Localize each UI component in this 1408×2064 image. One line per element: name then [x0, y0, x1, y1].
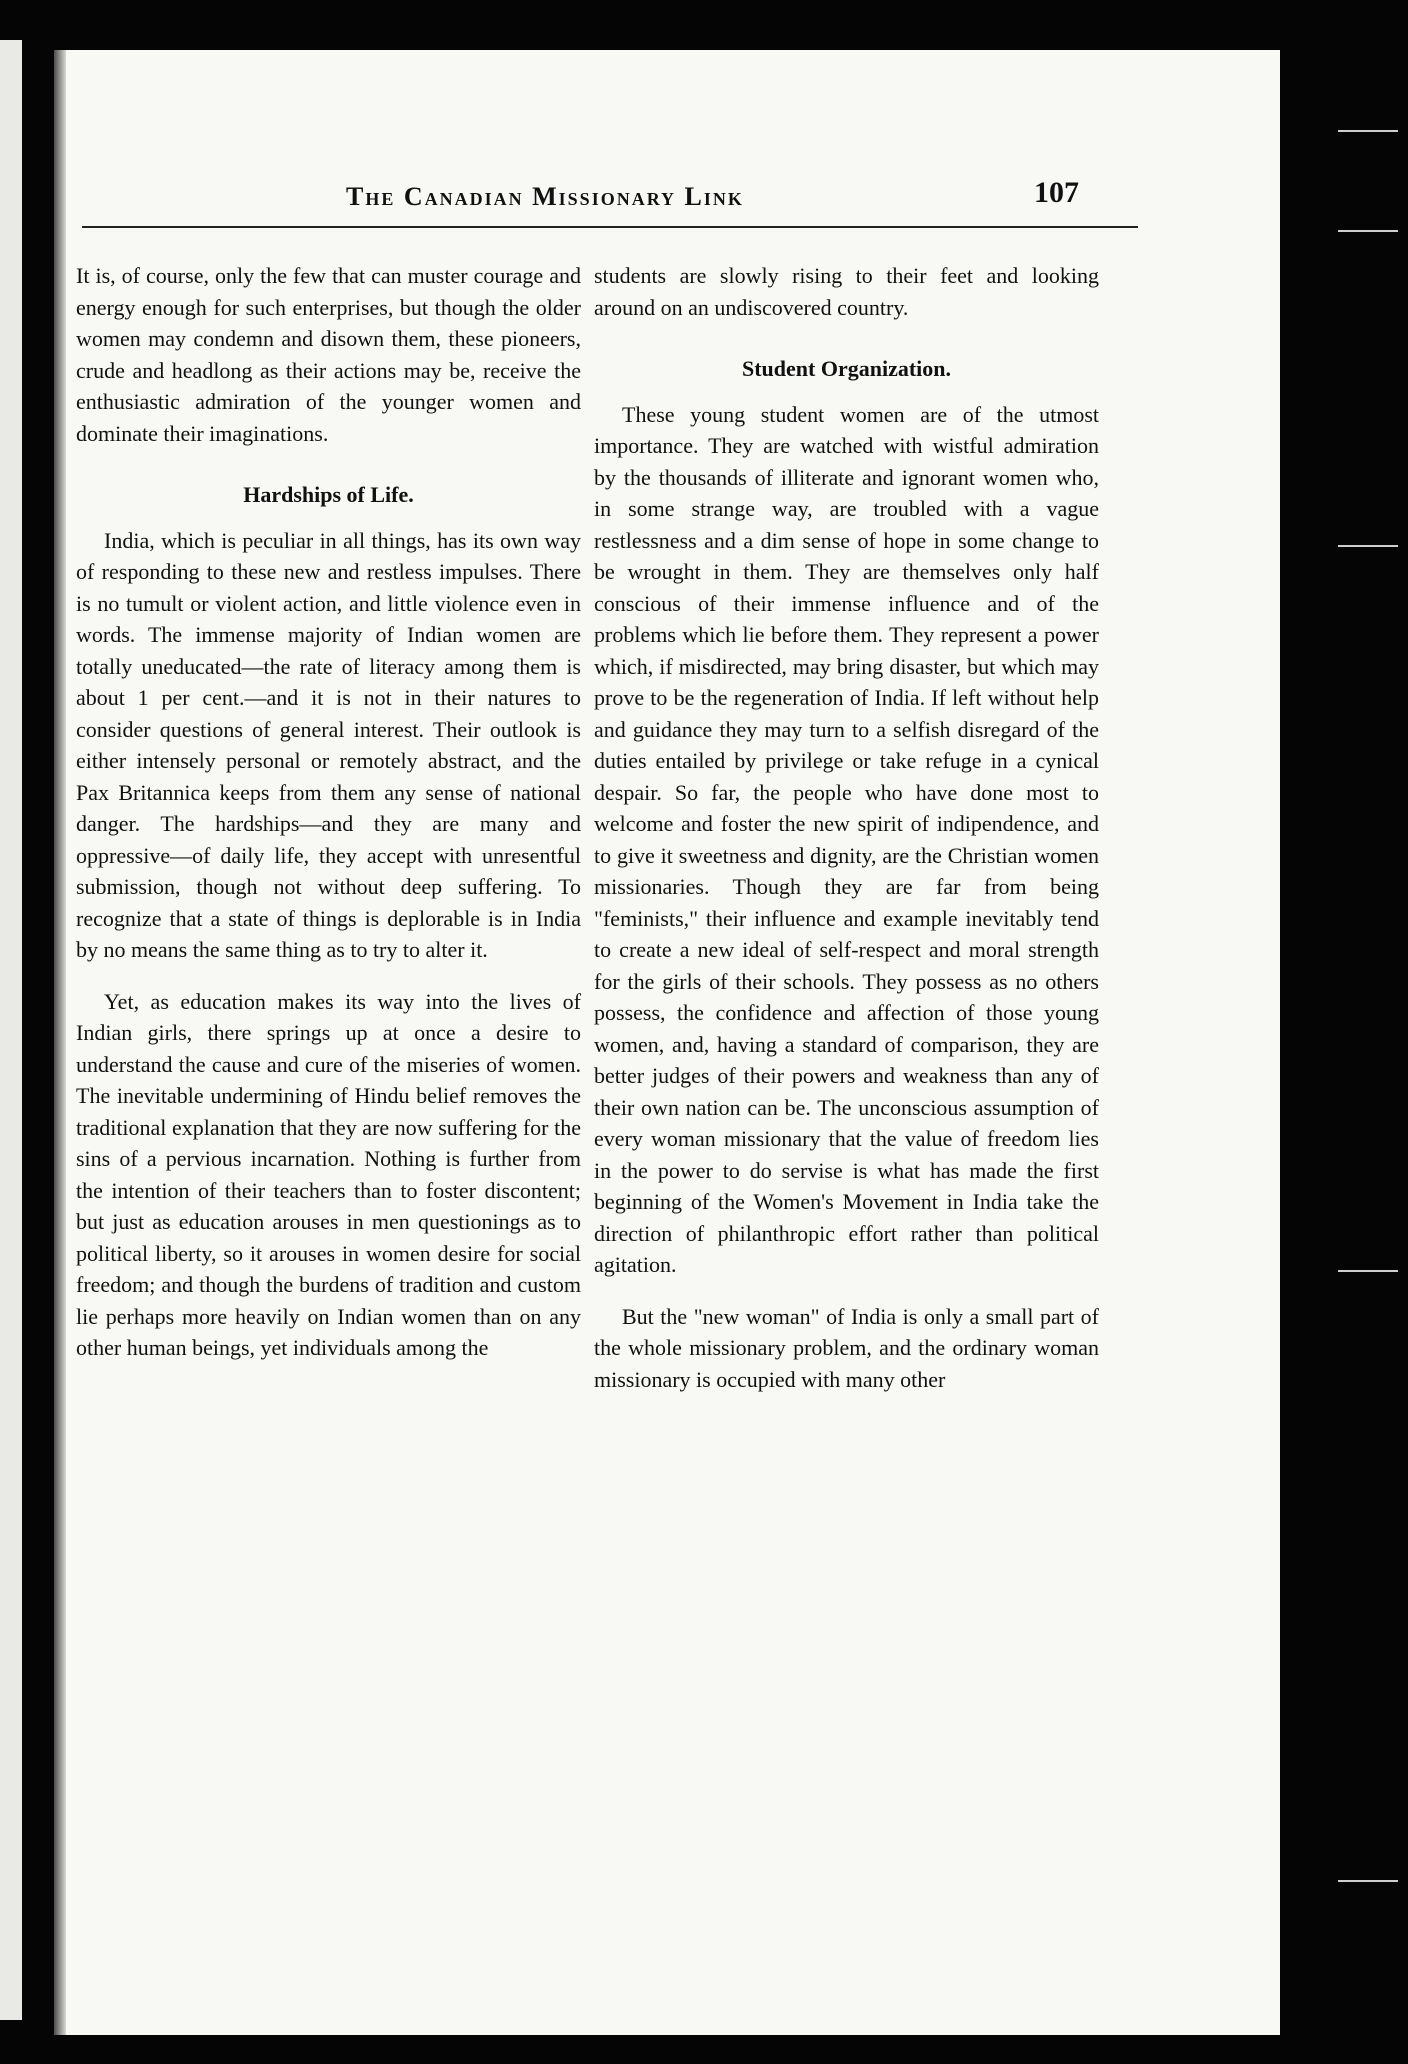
paragraph: India, which is peculiar in all things, has its own way of responding to these new and restless impulses. There is no tumult or violent action, and little violence even in words. The immense majority of Indian women are totally uneducated—the rate of literacy among them is about 1 per cent.—and it is not in their natures to consider questions of general interest. Their outlook is either intensely personal or remotely abstract, and the Pax Britannica keeps from them any sense of national danger. The hardships—and they are many and oppressive—of daily life, they accept with unresentful submission, though not without deep suffering. To recognize that a state of things is deplorable is in India by no means the same thing as to try to alter it.: [76, 527, 581, 962]
margin-mark: [1338, 1270, 1398, 1272]
section-heading: Hardships of Life.: [243, 482, 414, 507]
paragraph: These young student women are of the utmost importance. They are watched with wistful admiration by the thousands of illiterate and ignorant women who, in some strange way, are troubled with a vague restlessness and a dim sense of hope in some change to be wrought in them. They are themselves only half conscious of their immense influence and of the problems which lie before them. They represent a power which, if misdirected, may bring disaster, but which may prove to be the regeneration of India. If left without help and guidance they may turn to a selfish disregard of the duties entailed by privilege or take refuge in a cynical despair. So far, the people who have done most to welcome and foster the new spirit of indipendence, and to give it sweetness and dignity, are the Christian women missionaries. Though they are far from being "feminists," their influence and example inevitably tend to create a new ideal of self-respect and moral strength for the girls of their schools. They possess as no others possess, the confidence and affection of those young women, and, having a standard of comparison, they are better judges of their powers and weakness than any of their own nation can be. The unconscious assumption of every woman missionary that the value of freedom lies in the power to do servise is what has made the first beginning of the Women's Movement in India take the direction of philanthropic effort rather than political agitation.: [594, 401, 1099, 1277]
margin-mark: [1338, 230, 1398, 232]
scanner-left-edge: [0, 40, 22, 2020]
page-number: 107: [1034, 176, 1079, 209]
paragraph: But the "new woman" of India is only a small part of the whole missionary problem, and the ordinary woman missionary is occupied with many other: [594, 1303, 1099, 1392]
margin-mark: [1338, 545, 1398, 547]
margin-mark: [1338, 130, 1398, 132]
running-head: The Canadian Missionary Link: [346, 182, 744, 211]
margin-mark: [1338, 1880, 1398, 1882]
header-rule: [82, 226, 1138, 228]
section-heading: Student Organization.: [741, 356, 952, 381]
scanner-margin-marks: [1298, 0, 1408, 2064]
paragraph: Yet, as education makes its way into the lives of Indian girls, there springs up at once a desire to understand the cause and cure of the miseries of women. The inevitable undermining of Hindu belief removes the traditional explanation that they are now suffering for the sins of a pervious incarnation. Nothing is further from the intention of their teachers than to foster discontent; but just as education arouses in men questionings as to political liberty, so it arouses in women desire for social freedom; and though the burdens of tradition and custom lie perhaps more heavily on Indian women than on any other human beings, yet individuals among the: [76, 988, 581, 1360]
right-column: [594, 260, 1099, 1415]
scanned-page: [54, 50, 1280, 2035]
paragraph: It is, of course, only the few that can muster courage and energy enough for such enterprises, but though the older women may condemn and disown them, these pioneers, crude and headlong as their actions may be, receive the enthusiastic admiration of the younger women and dominate their imaginations.: [76, 263, 581, 446]
left-column: [76, 260, 581, 1384]
paragraph: students are slowly rising to their feet and looking around on an undiscovered country.: [594, 263, 1099, 320]
